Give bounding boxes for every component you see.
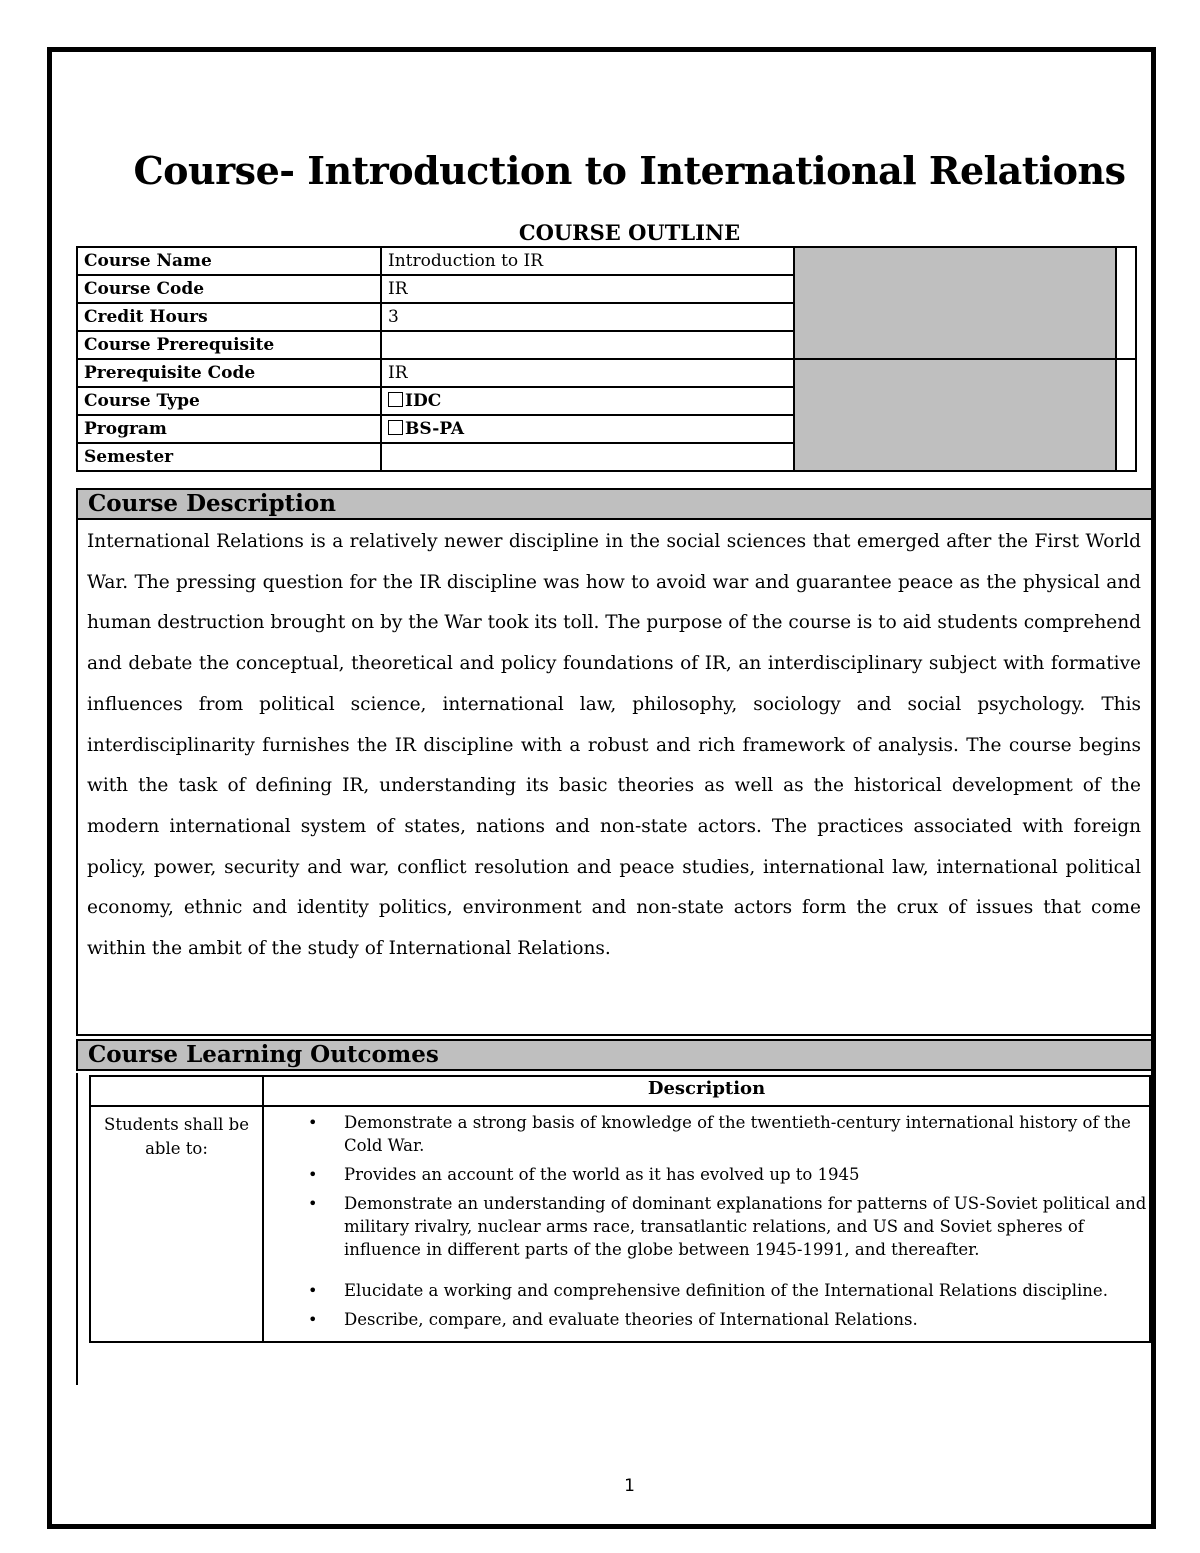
edge-cell-bottom xyxy=(1116,359,1136,471)
semester-value xyxy=(381,443,794,471)
course-prerequisite-label: Course Prerequisite xyxy=(77,331,381,359)
outcomes-header-row xyxy=(90,1076,1150,1106)
outcome-text: Elucidate a working and comprehensive definition of the International Relations discipline. xyxy=(344,1281,1108,1300)
learning-outcomes-heading: Course Learning Outcomes xyxy=(76,1039,1156,1071)
program-checkbox[interactable] xyxy=(388,420,403,435)
outcomes-list-cell xyxy=(263,1106,1150,1342)
outcomes-body-row xyxy=(90,1106,1150,1342)
document-title: Course- Introduction to International Relations xyxy=(133,148,1126,193)
course-type-value xyxy=(381,387,794,415)
course-outline-heading: COURSE OUTLINE xyxy=(518,220,741,245)
bullet-icon: • xyxy=(308,1113,318,1132)
grey-block-bottom xyxy=(794,359,1116,471)
bullet-icon: • xyxy=(308,1165,318,1184)
list-item xyxy=(264,1192,1149,1261)
course-description-text: International Relations is a relatively newer discipline in the social sciences that emerged after the First World War. The pressing question for the IR discipline was how to avoid war and guarantee peace as the physical and human destruction brought on by the War took its toll. The purpose of the course is to aid students comprehend and debate the conceptual, theoretical and policy foundations of IR, an interdisciplinary subject with formative influences from political science, international law, philosophy, sociology and social psychology. This interdisciplinarity furnishes the IR discipline with a robust and rich framework of analysis. The course begins with the task of defining IR, understanding its basic theories as well as the historical development of the modern international system of states, nations and non-state actors. The practices associated with foreign policy, power, security and war, conflict resolution and peace studies, international law, international political economy, ethnic and identity politics, environment and non-state actors form the crux of issues that come within the ambit of the study of International Relations. xyxy=(87,531,1141,960)
bullet-icon: • xyxy=(308,1194,318,1213)
program-label: Program xyxy=(77,415,381,443)
page-border xyxy=(47,47,1156,1529)
course-type-text: IDC xyxy=(405,391,442,411)
edge-cell-top xyxy=(1116,247,1136,359)
program-value xyxy=(381,415,794,443)
outcome-text: Describe, compare, and evaluate theories of International Relations. xyxy=(344,1310,918,1329)
bullet-icon: • xyxy=(308,1281,318,1300)
info-row xyxy=(77,247,1136,275)
credit-hours-value: 3 xyxy=(381,303,794,331)
description-column-header: Description xyxy=(263,1076,1150,1106)
outcomes-list xyxy=(264,1111,1149,1331)
list-item xyxy=(264,1308,1149,1331)
semester-label: Semester xyxy=(77,443,381,471)
info-row xyxy=(77,359,1136,387)
course-name-value: Introduction to IR xyxy=(381,247,794,275)
course-code-value: IR xyxy=(381,275,794,303)
credit-hours-label: Credit Hours xyxy=(77,303,381,331)
outcome-text: Demonstrate a strong basis of knowledge of the twentieth-century international history of the Cold War. xyxy=(344,1113,1131,1155)
outcome-text: Demonstrate an understanding of dominant explanations for patterns of US-Soviet political and military rivalry, nuclear arms race, transatlantic relations, and US and Soviet spheres of influence in different parts of the globe between 1945-1991, and thereafter. xyxy=(344,1194,1147,1259)
grey-block-top xyxy=(794,247,1116,359)
course-description-heading: Course Description xyxy=(76,488,1156,520)
outcome-text: Provides an account of the world as it has evolved up to 1945 xyxy=(344,1165,860,1184)
bullet-icon: • xyxy=(308,1310,318,1329)
page-content xyxy=(52,52,1151,1524)
students-shall-label: Students shall be able to: xyxy=(90,1106,263,1342)
course-info-table xyxy=(76,246,1137,472)
prerequisite-code-label: Prerequisite Code xyxy=(77,359,381,387)
list-item xyxy=(264,1163,1149,1186)
list-item xyxy=(264,1111,1149,1157)
course-type-label: Course Type xyxy=(77,387,381,415)
outcomes-left-border xyxy=(76,1073,78,1385)
course-prerequisite-value xyxy=(381,331,794,359)
prerequisite-code-value: IR xyxy=(381,359,794,387)
course-name-label: Course Name xyxy=(77,247,381,275)
course-type-checkbox[interactable] xyxy=(388,392,403,407)
program-text: BS-PA xyxy=(405,419,465,439)
learning-outcomes-table xyxy=(89,1075,1151,1343)
list-item xyxy=(264,1279,1149,1302)
page-number: 1 xyxy=(624,1476,635,1496)
course-code-label: Course Code xyxy=(77,275,381,303)
outcomes-blank-header xyxy=(90,1076,263,1106)
